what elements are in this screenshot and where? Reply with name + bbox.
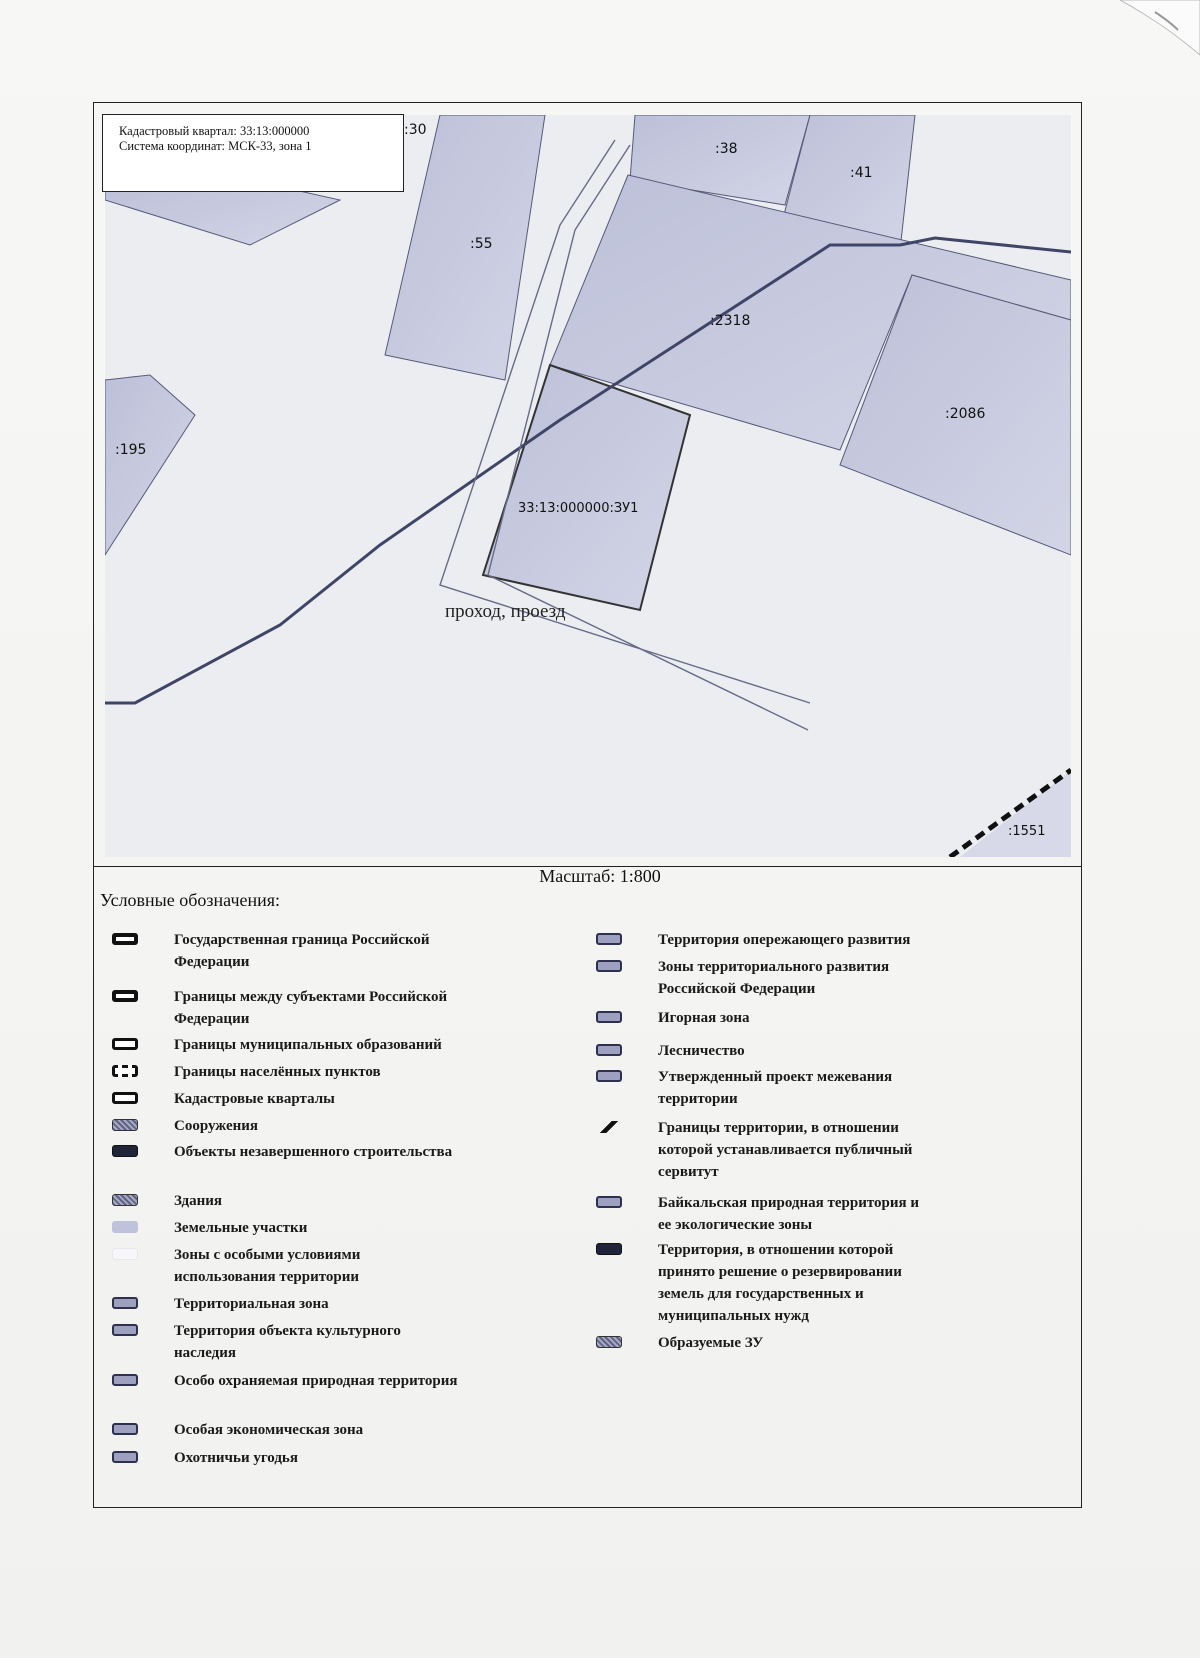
legend-item-label: Зоны территориального развития Российской Федерации bbox=[658, 959, 890, 997]
passage-annotation: проход, проезд bbox=[445, 601, 566, 622]
parcel-label-195: :195 bbox=[115, 442, 147, 458]
legend-item-label: Охотничьи угодья bbox=[174, 1450, 298, 1466]
parcel-label-55: :55 bbox=[470, 236, 493, 252]
thick-border-icon bbox=[112, 933, 138, 945]
zone-fill-icon bbox=[112, 1374, 138, 1386]
zone-fill-icon bbox=[112, 1297, 138, 1309]
thick-border-icon bbox=[112, 990, 138, 1002]
parcel-label-30: :30 bbox=[404, 122, 427, 138]
legend-item-label: Кадастровые кварталы bbox=[174, 1091, 335, 1107]
legend-item-label: Особая экономическая зона bbox=[174, 1422, 364, 1438]
zone-fill-icon bbox=[596, 1044, 622, 1056]
parcel-label-2086: :2086 bbox=[945, 406, 986, 422]
zone-fill-icon bbox=[596, 1196, 622, 1208]
parcel-label-zu1: 33:13:000000:ЗУ1 bbox=[518, 501, 639, 516]
empty-fill-icon bbox=[112, 1248, 138, 1260]
border-icon bbox=[112, 1092, 138, 1104]
legend-item-label: Лесничество bbox=[658, 1043, 745, 1059]
legend-item-label: Земельные участки bbox=[174, 1220, 308, 1236]
parcel-label-1551: :1551 bbox=[1008, 824, 1046, 839]
zone-fill-icon bbox=[112, 1423, 138, 1435]
scale-text: Масштаб: 1:800 bbox=[539, 866, 661, 886]
legend-item-label: Территория объекта культурного наследия bbox=[174, 1323, 401, 1361]
legend-item-label: Сооружения bbox=[174, 1118, 259, 1134]
legend-item-label: Игорная зона bbox=[658, 1010, 750, 1026]
coordinate-system-text: Система координат: МСК-33, зона 1 bbox=[119, 139, 312, 153]
legend-item-label: Объекты незавершенного строительства bbox=[174, 1144, 453, 1160]
cadastral-quarter-text: Кадастровый квартал: 33:13:000000 bbox=[119, 124, 310, 138]
zone-fill-icon bbox=[596, 960, 622, 972]
legend-item-label: Байкальская природная территория и ее экологические зоны bbox=[658, 1195, 920, 1233]
paper-corner-fold bbox=[1060, 0, 1200, 70]
legend-item-label: Границы между субъектами Российской Федерации bbox=[174, 989, 448, 1027]
legend-item-label: Здания bbox=[174, 1193, 223, 1209]
legend-item-label: Границы территории, в отношении которой устанавливается публичный сервитут bbox=[658, 1120, 913, 1180]
legend-item-label: Границы муниципальных образований bbox=[174, 1037, 442, 1053]
legend-item-label: Территория опережающего развития bbox=[658, 932, 911, 948]
border-icon bbox=[112, 1038, 138, 1050]
legend-item-label: Утвержденный проект межевания территории bbox=[658, 1069, 893, 1107]
dark-fill-icon bbox=[596, 1243, 622, 1255]
zone-fill-icon bbox=[596, 1070, 622, 1082]
cadastral-map[interactable] bbox=[105, 115, 1071, 857]
parcel-label-2318: :2318 bbox=[710, 313, 751, 329]
map-info-box bbox=[102, 114, 404, 192]
hatched-fill-icon bbox=[596, 1336, 622, 1348]
zone-fill-icon bbox=[596, 1011, 622, 1023]
zone-fill-icon bbox=[112, 1324, 138, 1336]
legend-title: Условные обозначения: bbox=[100, 890, 281, 910]
dark-fill-icon bbox=[112, 1145, 138, 1157]
dashed-border-icon bbox=[112, 1065, 138, 1077]
light-fill-icon bbox=[112, 1221, 138, 1233]
legend-item-label: Территориальная зона bbox=[174, 1296, 329, 1312]
hatched-fill-icon bbox=[112, 1194, 138, 1206]
legend-item-label: Государственная граница Российской Федерации bbox=[174, 932, 430, 970]
legend-item-label: Особо охраняемая природная территория bbox=[174, 1373, 458, 1389]
legend-item-label: Образуемые ЗУ bbox=[658, 1335, 764, 1351]
legend-item-label: Границы населённых пунктов bbox=[174, 1064, 381, 1080]
servitude-line-icon bbox=[596, 1121, 622, 1133]
legend-item-label: Территория, в отношении которой принято решение о резервировании земель для государственных и муниципальных нужд bbox=[658, 1242, 902, 1324]
zone-fill-icon bbox=[596, 933, 622, 945]
zone-fill-icon bbox=[112, 1451, 138, 1463]
legend-item-label: Зоны с особыми условиями использования территории bbox=[174, 1247, 361, 1285]
parcel-label-38: :38 bbox=[715, 141, 738, 157]
parcel-label-41: :41 bbox=[850, 165, 873, 181]
hatched-fill-icon bbox=[112, 1119, 138, 1131]
